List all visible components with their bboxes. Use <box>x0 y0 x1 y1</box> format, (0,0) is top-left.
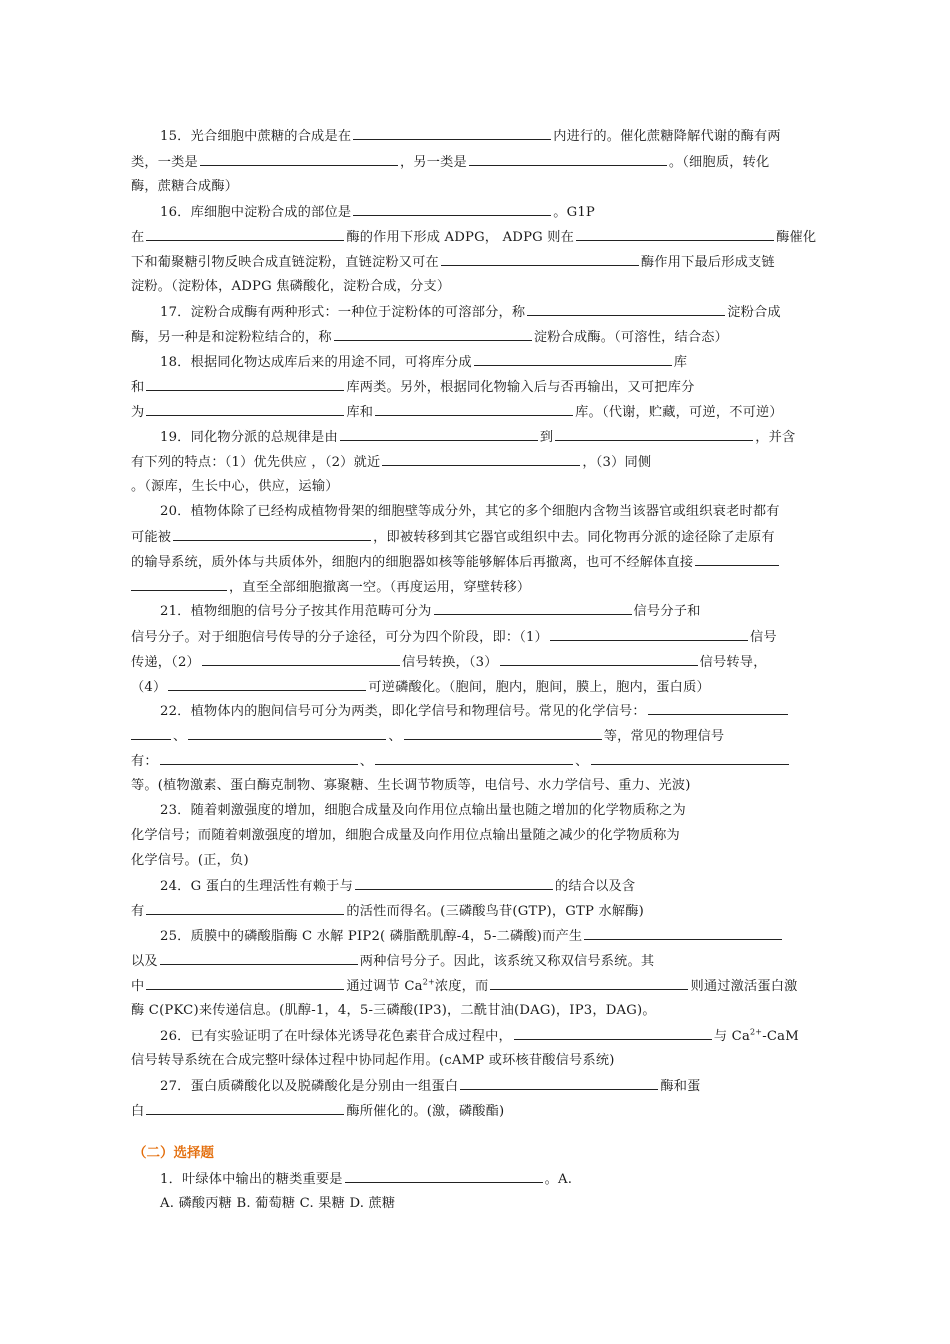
q16-line-4: 淀粉。（淀粉体，ADPG 焦磷酸化，淀粉合成，分支） <box>131 279 451 294</box>
answer-blank[interactable] <box>382 453 580 466</box>
q27-line-1: 27．蛋白质磷酸化以及脱磷酸化是分别由一组蛋白 酶和蛋 <box>160 1079 701 1094</box>
q20-line-2: 可能被 ，即被转移到其它器官或组织中去。同化物再分派的途径除了走原有 <box>131 530 775 545</box>
q16-line-2: 在 酶的作用下形成 ADPG， ADPG 则在 酶催化 <box>131 230 817 245</box>
choice-q1-options: A. 磷酸丙糖 B. 葡萄糖 C. 果糖 D. 蔗糖 <box>160 1196 396 1211</box>
q19-line-2: 有下列的特点：（1）优先供应 ，（2）就近 ，（3）同侧 <box>131 455 652 470</box>
q21-line-4: （4） 可逆磷酸化。（胞间，胞内，胞间，膜上，胞内，蛋白质） <box>131 680 710 695</box>
q19-line-1: 19．同化物分派的总规律是由 到 ，并含 <box>160 430 796 445</box>
q21-line-1: 21．植物细胞的信号分子按其作用范畴可分为 信号分子和 <box>160 604 701 619</box>
answer-blank[interactable] <box>200 153 398 166</box>
answer-blank[interactable] <box>160 752 358 765</box>
q23-line-3: 化学信号。(正，负) <box>131 853 249 868</box>
answer-blank[interactable] <box>375 752 573 765</box>
answer-blank[interactable] <box>202 653 400 666</box>
answer-blank[interactable] <box>146 902 344 915</box>
q21-line-2: 信号分子。对于细胞信号传导的分子途径，可分为四个阶段，即：（1） 信号 <box>131 630 777 645</box>
q15-line-3: 酶，蔗糖合成酶） <box>131 179 239 194</box>
q18-line-3: 为 库和 库。（代谢，贮藏，可逆，不可逆） <box>131 405 783 420</box>
answer-blank[interactable] <box>584 927 782 940</box>
q22-line-4: 等。(植物激素、蛋白酶克制物、寡聚糖、生长调节物质等，电信号、水力学信号、重力、光波) <box>131 778 691 793</box>
answer-blank[interactable] <box>160 952 358 965</box>
answer-blank[interactable] <box>441 253 639 266</box>
answer-blank[interactable] <box>345 1170 543 1183</box>
q17-line-1: 17．淀粉合成酶有两种形式：一种位于淀粉体的可溶部分，称 淀粉合成 <box>160 305 781 320</box>
q27-line-2: 白 酶所催化的。(激，磷酸酯) <box>131 1104 505 1119</box>
answer-blank[interactable] <box>527 303 725 316</box>
answer-blank[interactable] <box>404 727 602 740</box>
answer-blank[interactable] <box>353 127 551 140</box>
answer-blank[interactable] <box>648 702 788 715</box>
q17-line-2: 酶，另一种是和淀粉粒结合的，称 淀粉合成酶。（可溶性，结合态） <box>131 330 729 345</box>
answer-blank[interactable] <box>146 977 344 990</box>
q22-line-3: 有： 、 、 <box>131 752 791 771</box>
q25-line-4: 酶 C(PKC)来传递信息。(肌醇-1，4，5-三磷酸(IP3)，二酰甘油(DAG)，IP3，DAG)。 <box>131 1003 656 1018</box>
q22-line-2: 、 、 等，常见的物理信号 <box>131 727 724 746</box>
answer-blank[interactable] <box>353 203 551 216</box>
q24-line-1: 24．G 蛋白的生理活性有赖于与 的结合以及含 <box>160 879 636 894</box>
answer-blank[interactable] <box>146 403 344 416</box>
answer-blank[interactable] <box>340 428 538 441</box>
answer-blank[interactable] <box>131 578 227 591</box>
answer-blank[interactable] <box>355 877 553 890</box>
answer-blank[interactable] <box>474 353 672 366</box>
section-heading-choice: （二）选择题 <box>133 1145 214 1161</box>
q19-line-3: 。（源库，生长中心，供应，运输） <box>131 479 339 494</box>
answer-blank[interactable] <box>188 727 386 740</box>
q15-line-2: 类，一类是 ，另一类是 。（细胞质，转化 <box>131 155 770 170</box>
q16-line-1: 16．库细胞中淀粉合成的部位是 。G1P <box>160 205 596 220</box>
q20-line-1: 20．植物体除了已经构成植物骨架的细胞壁等成分外，其它的多个细胞内含物当该器官或组织衰老时都有 <box>160 504 780 519</box>
answer-blank[interactable] <box>146 378 344 391</box>
q25-line-1: 25．质膜中的磷酸脂酶 C 水解 PIP2( 磷脂酰肌醇-4，5-二磷酸)而产生 <box>160 927 784 946</box>
q25-line-2: 以及 两种信号分子。因此，该系统又称双信号系统。其 <box>131 954 655 969</box>
choice-q1-line-1: 1．叶绿体中输出的糖类重要是 。A. <box>160 1172 573 1187</box>
answer-blank[interactable] <box>695 553 779 566</box>
q23-line-2: 化学信号；而随着刺激强度的增加，细胞合成量及向作用位点输出量随之减少的化学物质称为 <box>131 828 680 843</box>
q23-line-1: 23．随着刺激强度的增加，细胞合成量及向作用位点输出量也随之增加的化学物质称之为 <box>160 803 686 818</box>
answer-blank[interactable] <box>576 228 774 241</box>
answer-blank[interactable] <box>460 1077 658 1090</box>
answer-blank[interactable] <box>434 602 632 615</box>
answer-blank[interactable] <box>555 428 753 441</box>
q16-line-3: 下和葡聚糖引物反映合成直链淀粉，直链淀粉又可在 酶作用下最后形成支链 <box>131 255 775 270</box>
q18-line-1: 18．根据同化物达成库后来的用途不同，可将库分成 库 <box>160 355 688 370</box>
answer-blank[interactable] <box>146 1102 344 1115</box>
answer-blank[interactable] <box>334 328 532 341</box>
answer-blank[interactable] <box>500 653 698 666</box>
answer-blank[interactable] <box>490 977 688 990</box>
answer-blank[interactable] <box>168 678 366 691</box>
answer-blank[interactable] <box>550 628 748 641</box>
q20-line-4: ，直至全部细胞撤离一空。（再度运用，穿壁转移） <box>131 578 530 597</box>
answer-blank[interactable] <box>591 752 789 765</box>
q25-line-3: 中 通过调节 $Ca^{2+}$浓度，而 则通过激活蛋白激 <box>131 977 798 994</box>
q24-line-2: 有 的活性而得名。(三磷酸鸟苷(GTP)，GTP 水解酶) <box>131 904 644 919</box>
q26-line-2: 信号转导系统在合成完整叶绿体过程中协同起作用。(cAMP 或环核苷酸信号系统) <box>131 1053 615 1068</box>
q22-line-1: 22．植物体内的胞间信号可分为两类，即化学信号和物理信号。常见的化学信号： <box>160 702 790 721</box>
q20-line-3: 的输导系统，质外体与共质体外，细胞内的细胞器如核等能够解体后再撤离，也可不经解体直接 <box>131 553 781 572</box>
q15-line-1: 15．光合细胞中蔗糖的合成是在 内进行的。催化蔗糖降解代谢的酶有两 <box>160 129 781 144</box>
answer-blank[interactable] <box>146 228 344 241</box>
q26-line-1: 26．已有实验证明了在叶绿体光诱导花色素苷合成过程中， 与 $Ca^{2+}$-CaM <box>160 1027 799 1044</box>
answer-blank[interactable] <box>469 153 667 166</box>
answer-blank[interactable] <box>131 727 171 740</box>
answer-blank[interactable] <box>375 403 573 416</box>
q18-line-2: 和 库两类。另外，根据同化物输入后与否再输出，又可把库分 <box>131 380 695 395</box>
answer-blank[interactable] <box>173 528 371 541</box>
q21-line-3: 传递，（2） 信号转换，（3） 信号转导， <box>131 655 767 670</box>
answer-blank[interactable] <box>514 1027 712 1040</box>
